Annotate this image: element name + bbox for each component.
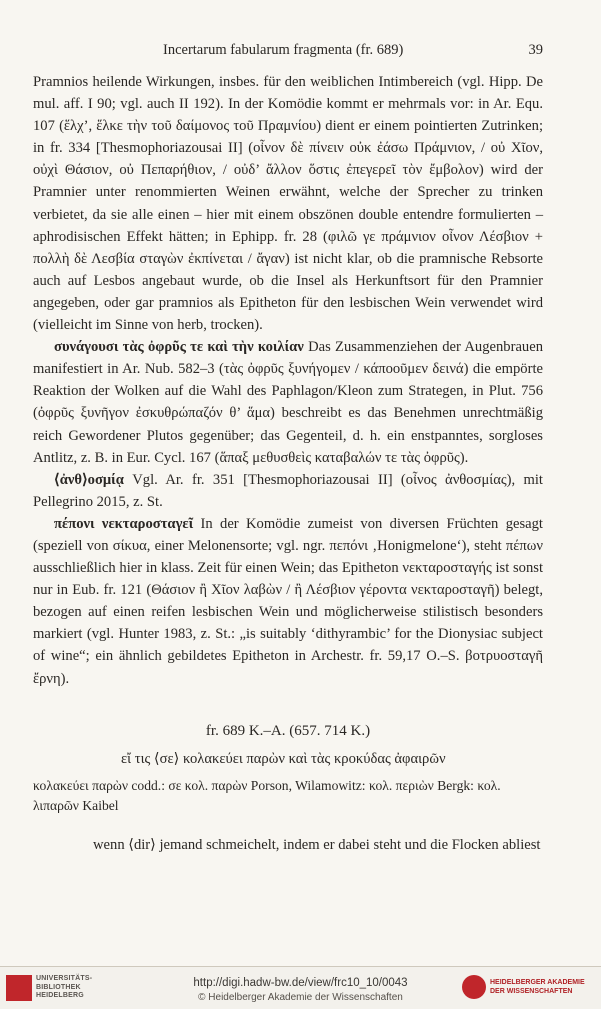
document-url-link[interactable]: http://digi.hadw-bw.de/view/frc10_10/0043 [193, 977, 408, 989]
academy-label: HEIDELBERGER AKADEMIE DER WISSENSCHAFTEN [490, 979, 585, 995]
critical-apparatus: κολακεύει παρὼν codd.: σε κολ. παρὼν Porson, Wilamowitz: κολ. περιὼν Bergk: κολ. λιπαρῶν Kaibel [33, 777, 501, 813]
note-anthosmia: Vgl. Ar. fr. 351 [Thesmophoriazousai II] (οἶνος ἀνθοσμίας), mit Pellegrino 2015, z. St. [33, 471, 543, 510]
lemma-peponi: πέπονι νεκταροσταγεῖ [54, 515, 194, 532]
lemma-anthosmia: ⟨ἀνθ⟩οσμίᾳ [54, 471, 124, 488]
paragraph-peponi [33, 513, 543, 690]
running-header [0, 42, 601, 64]
fragment-verse: εἴ τις ⟨σε⟩ κολακεύει παρὼν καὶ τὰς κροκύδας ἀφαιρῶν [121, 750, 446, 767]
paragraph-brows [33, 336, 543, 469]
lemma-brows: συνάγουσι τὰς ὀφρῦς τε καὶ τὴν κοιλίαν [54, 339, 304, 356]
commentary-body [33, 71, 543, 856]
fragment-heading: fr. 689 K.–A. (657. 714 K.) [205, 722, 371, 739]
viewer-footer [0, 966, 601, 1009]
note-brows: Das Zusammenziehen der Augenbrauen manifestiert in Ar. Nub. 582–3 (τὰς ὀφρῦς ξυνήγομεν / κάποοῦμεν δεινά) die empörte Reaktion der Wolken auf die Wahl des Paphlagon/Kleon zum Strategen, in Plut. 756 (ὀφρῦς ξυνῆγον ἐσκυθρώπαζόν θ’ ἅμα) beschreibt es das Benehmen unrechtmäßig reich Gewordener Plutos gegenüber; das Gegenteil, d. h. ein enstpanntes, sorgloses Antlitz, z. B. in Eur. Cycl. 167 (ἅπαξ μεθυσθεὶς καταβαλών τε τὰς ὀφρῦς). [33, 339, 543, 466]
paragraph-pramnios: Pramnios heilende Wirkungen, insbes. für den weiblichen Intimbereich (vgl. Hipp. De mul. aff. I 90; vgl. auch II 192). In der Komödie kommt er mehrmals vor: in Ar. Equ. 107 (ἕλχ’, ἕλκε τὴν τοῦ δαίμονος τοῦ Πραμνίου) dient er einem pointierten Zutrinken; in fr. 334 [Thesmophoriazousai II] (οἶνον δὲ πίνειν οὐκ ἐάσω Πράμνιον, / οὐ Χῖον, οὐχὶ Θάσιον, οὐ Πεπαρήθιον, / οὐδ’ ἄλλον ὅστις ἐπεγερεῖ τὸν ἔμβολον) wird der Pramnier unter renommierten Weinen erwähnt, welche der Sprecher zu trinken verbietet, da sie alle einen – hier mit einem obszönen double entendre formulierten – aphrodisischen Effekt hätten; in Ephipp. fr. 28 (φιλῶ γε πράμνιον οἶνον Λέσβιον + πολλὴ δὲ Λεσβία σταγὼν ἐκπίνεται / ἄγαν) ist nicht klar, ob die pramnische Rebsorte auch auf Lesbos angebaut wurde, ob die Insel als Herkunftsort für den Pramnier angegeben, oder gar pramnios als Epitheton für den lesbischen Wein verwendet wird (vielleicht im Sinne von herb, trocken). [33, 74, 543, 334]
university-library-label: UNIVERSITÄTS- BIBLIOTHEK HEIDELBERG [36, 975, 93, 999]
page-number: 39 [528, 42, 543, 58]
paragraph-anthosmia [33, 469, 543, 513]
fragment-translation: wenn ⟨dir⟩ jemand schmeichelt, indem er dabei steht und die Flocken abliest [93, 836, 541, 853]
running-title: Incertarum fabularum fragmenta (fr. 689) [163, 42, 404, 58]
academy-seal-logo-icon[interactable] [462, 975, 486, 999]
copyright-notice: © Heidelberger Akademie der Wissenschaften [198, 992, 403, 1003]
note-peponi: In der Komödie zumeist von diversen Früchten gesagt (speziell von σίκυα, einer Melonensorte; vgl. ngr. πεπόνι ‚Honigmelone‘), steht πέπων ausschließlich hier in klass. Zeit für einen Wein; das Epitheton νεκταροσταγής ist sonst nur in Eub. fr. 121 (Θάσιον ἢ Χῖον λαβὼν / ἢ Λέσβιον γέροντα νεκταροσταγῆ) belegt, bezogen auf einen reifen lesbischen Wein und möglicherweise stilistisch besonders markiert (vgl. Hunter 1983, z. St.: „is suitably ‘dithyrambic’ for the Dionysiac subject of wine“; ein ähnlich gebildetes Epitheton in Archestr. fr. 59,17 O.–S. βοτρυοσταγῆ ἔρνη). [33, 515, 543, 687]
